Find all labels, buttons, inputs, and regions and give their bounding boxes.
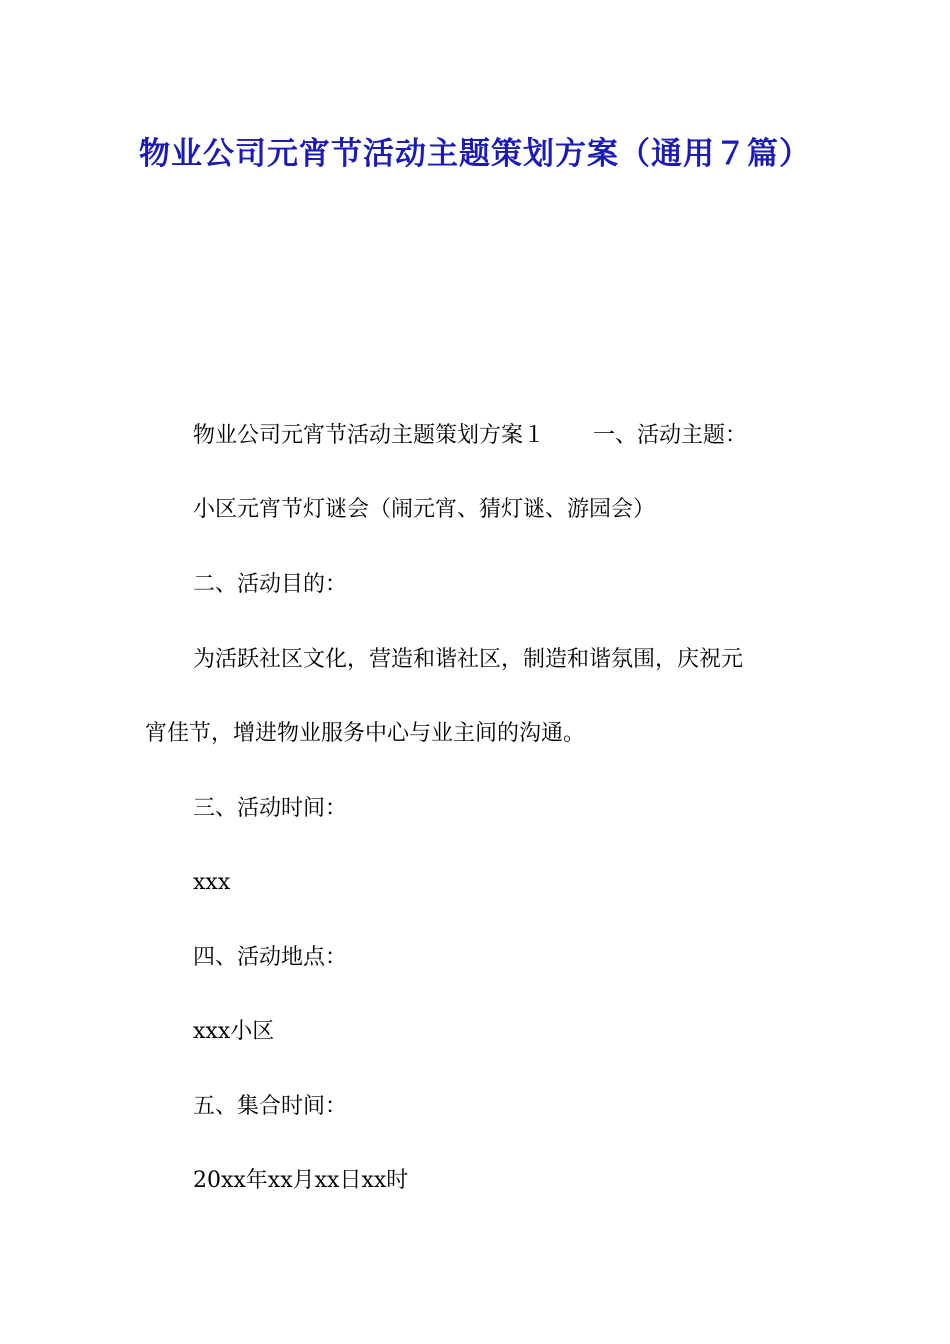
section-4-heading: 四、活动地点： [193,945,348,970]
section-3-heading: 三、活动时间： [193,796,348,821]
section-1-heading: 一、活动主题： [593,423,748,448]
document-title: 物业公司元宵节活动主题策划方案（通用７篇） [139,136,811,172]
plan-1-heading-line [193,421,747,451]
section-2-heading: 二、活动目的： [193,572,348,597]
gathering-time-text: 20xx年xx月xx日xx时 [193,1168,409,1193]
activity-time-text: xxx [193,870,231,895]
plan-1-heading: 物业公司元宵节活动主题策划方案１ [193,423,546,448]
activity-theme-text: 小区元宵节灯谜会（闹元宵、猜灯谜、游园会） [193,497,656,522]
activity-purpose-line-2: 宵佳节，增进物业服务中心与业主间的沟通。 [145,721,586,746]
section-5-heading: 五、集合时间： [193,1094,348,1119]
activity-purpose-line-1: 为活跃社区文化，营造和谐社区，制造和谐氛围，庆祝元 [193,647,744,672]
activity-location-text: xxx小区 [193,1019,275,1044]
